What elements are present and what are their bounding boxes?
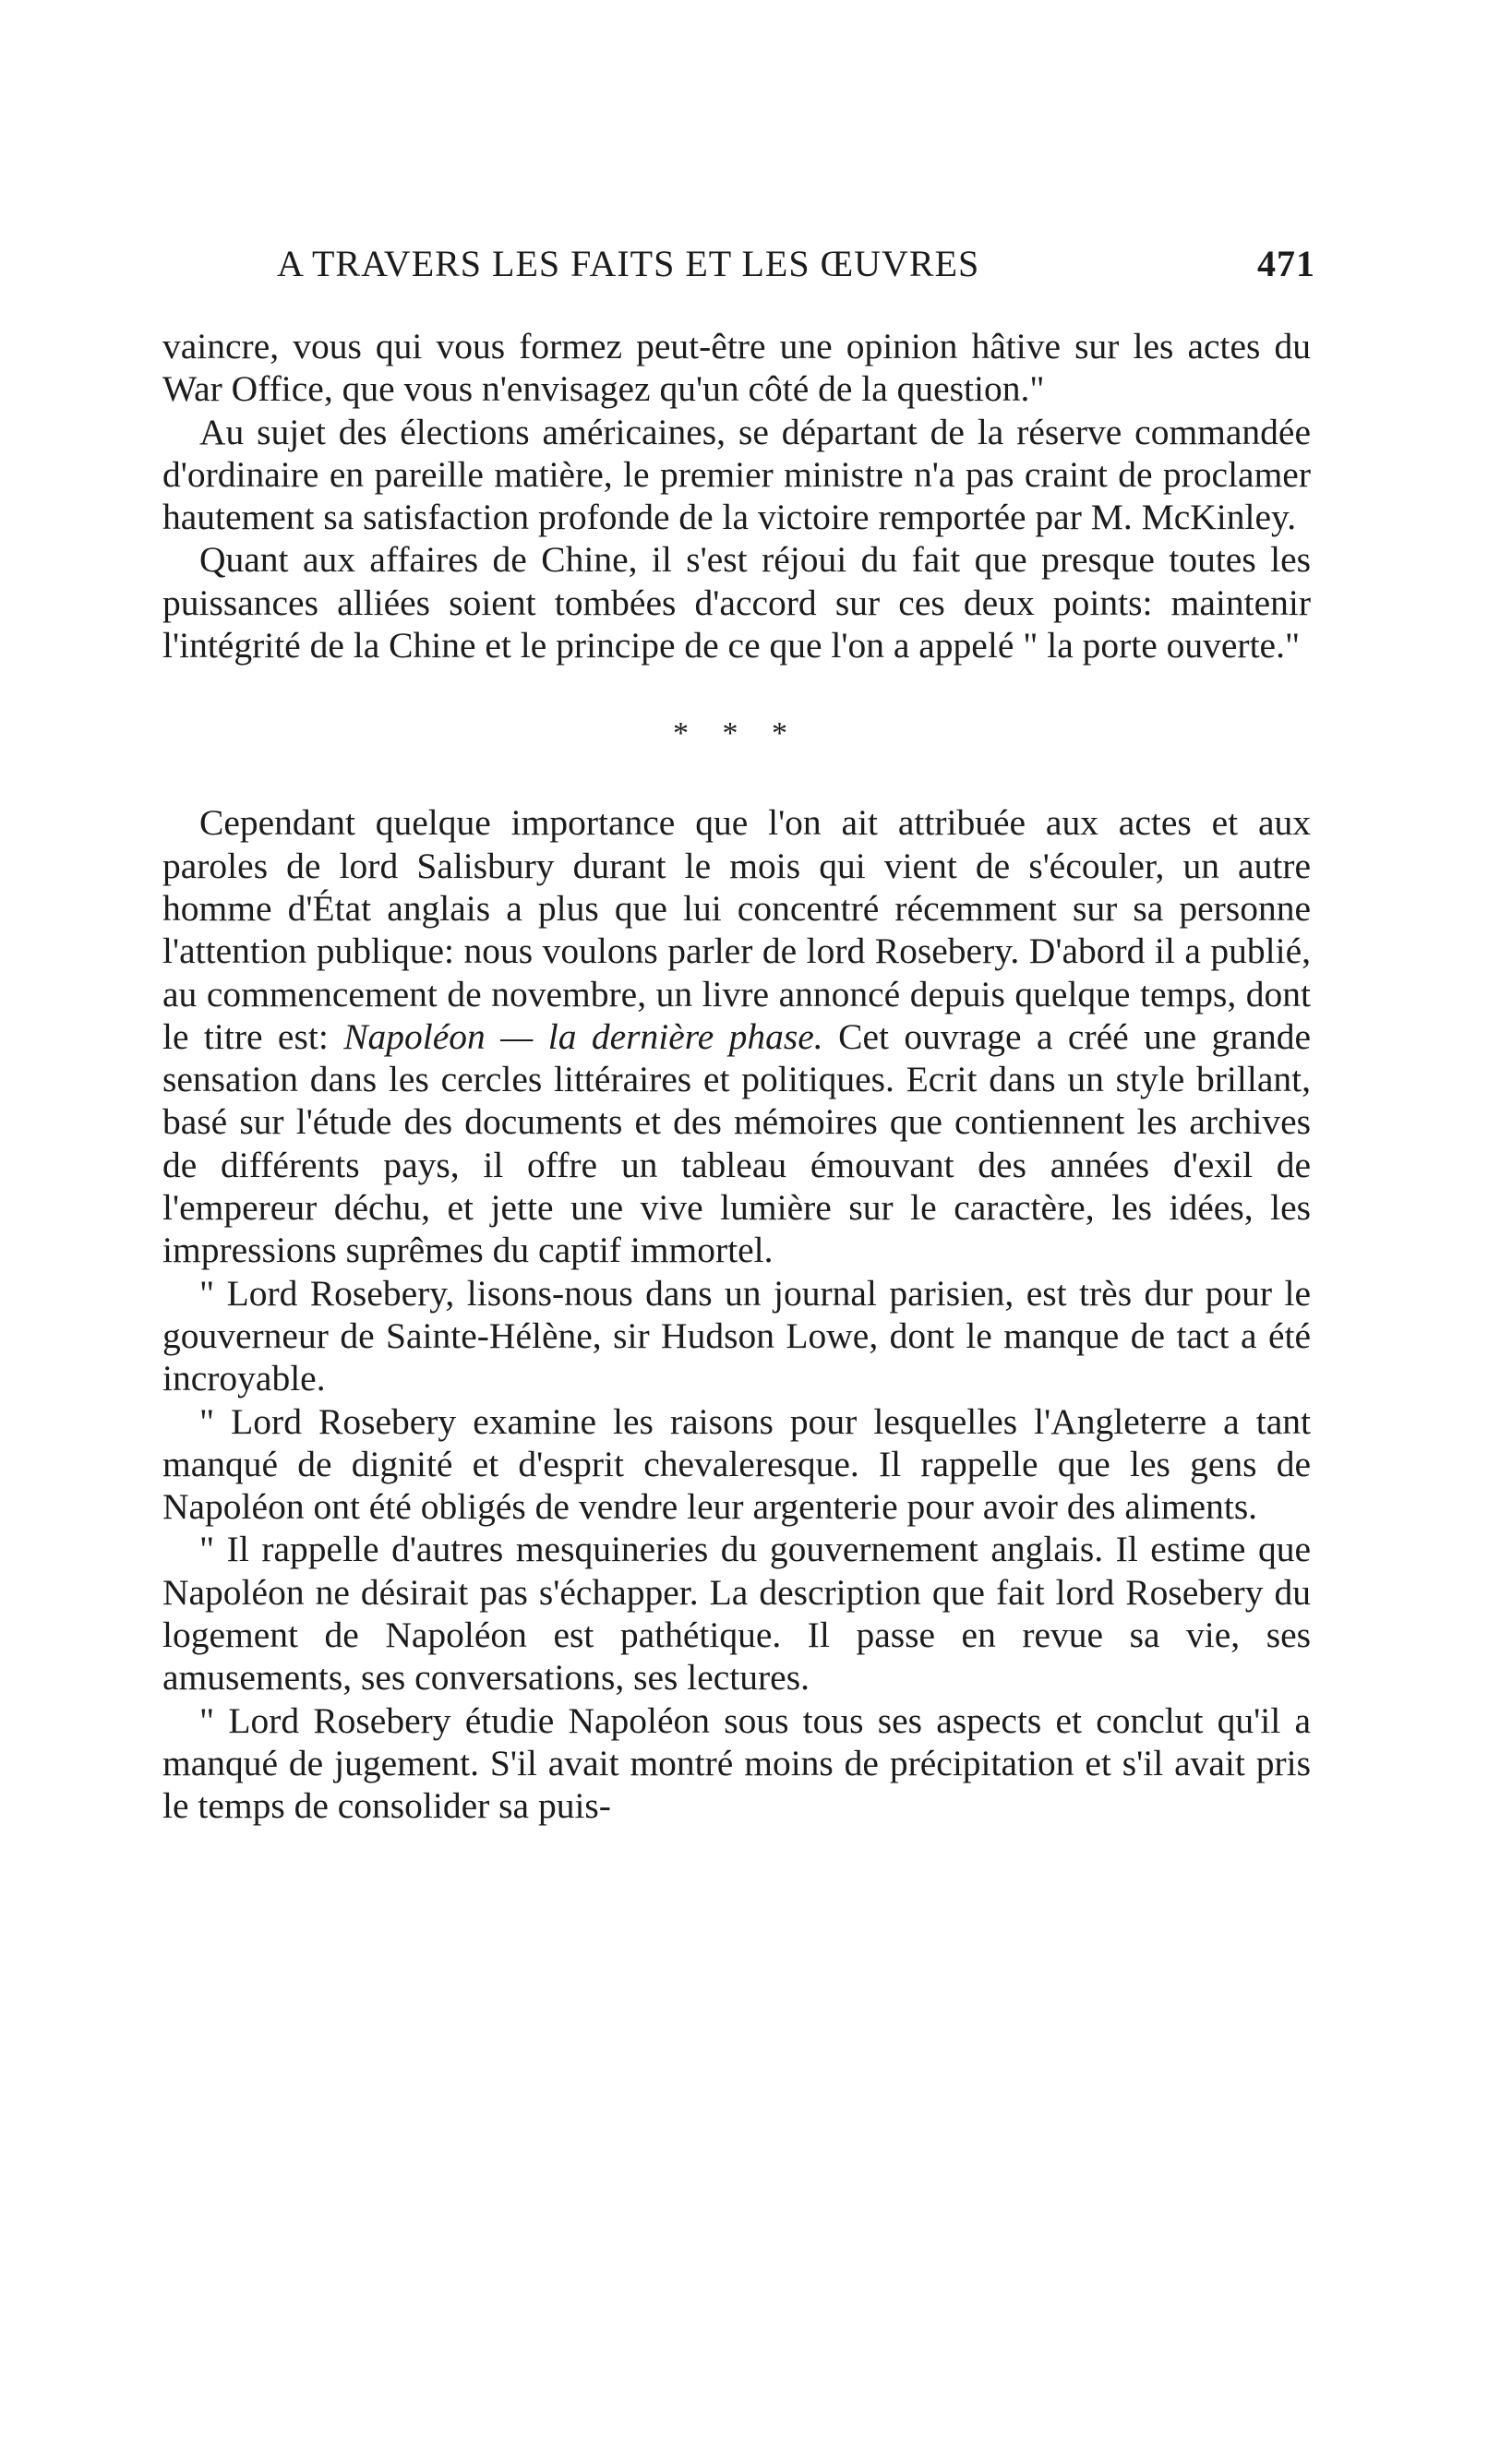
body-text xyxy=(162,325,1311,1828)
section-separator: * * * xyxy=(673,716,800,751)
paragraph-quote-mesquineries: " Il rappelle d'autres mesquineries du gouvernement anglais. Il estime que Napoléon ne désirait pas s'échapper. La description que fait lord Rosebery du logement de Napoléon est pathétique. Il passe en revue sa vie, ses amusements, ses conversations, ses lectures. xyxy=(162,1529,1311,1699)
paragraph-quote-hudson-lowe: " Lord Rosebery, lisons-nous dans un journal parisien, est très dur pour le gouverneur de Sainte-Hélène, sir Hudson Lowe, dont le manque de tact a été incroyable. xyxy=(162,1272,1311,1399)
page-number: 471 xyxy=(1257,243,1315,284)
paragraph-rosebery-part-b: Cet ouvrage a créé une grande sensation dans les cercles littéraires et politiques. Ecrit dans un style brillant, basé sur l'étude des documents et des mémoires que contiennent les archives de différents pays, il offre un tableau émouvant des années d'exil de l'empereur déchu, et jette une vive lumière sur le caractère, les idées, les impressions suprêmes du captif immortel. xyxy=(162,1015,1312,1271)
paragraph-rosebery-part-a: Cependant quelque importance que l'on ait attribuée aux actes et aux paroles de lord Salisbury durant le mois qui vient de s'écouler, un autre homme d'État anglais a plus que lui concentré récemment sur sa personne l'attention publique: nous voulons parler de lord Rosebery. D'abord il a publié, au commencement de novembre, un livre annoncé depuis quelque temps, dont le titre est: xyxy=(162,802,1311,1057)
paragraph-chine: Quant aux affaires de Chine, il s'est réjoui du fait que presque toutes les puissances alliées soient tombées d'accord sur ces deux points: maintenir l'intégrité de la Chine et le principe de ce que l'on a appelé " la porte ouverte." xyxy=(162,539,1311,666)
paragraph-rosebery xyxy=(162,801,1311,1271)
paragraph-continuation: vaincre, vous qui vous formez peut-être une opinion hâtive sur les actes du War Office, que vous n'envisagez qu'un côté de la question." xyxy=(162,326,1311,410)
paragraph-elections: Au sujet des élections américaines, se départant de la réserve commandée d'ordinaire en pareille matière, le premier ministre n'a pas craint de proclamer hautement sa satisfaction profonde de la victoire remportée par M. McKinley. xyxy=(162,411,1311,538)
book-title: Napoléon — la dernière phase. xyxy=(343,1015,823,1057)
paragraph-quote-jugement: " Lord Rosebery étudie Napoléon sous tous ses aspects et conclut qu'il a manqué de jugement. S'il avait montré moins de précipitation et s'il avait pris le temps de consolider sa puis- xyxy=(162,1699,1311,1827)
paragraph-quote-dignite: " Lord Rosebery examine les raisons pour lesquelles l'Angleterre a tant manqué de dignité et d'esprit chevaleresque. Il rappelle que les gens de Napoléon ont été obligés de vendre leur argenterie pour avoir des aliments. xyxy=(162,1400,1311,1528)
running-head-title: A TRAVERS LES FAITS ET LES ŒUVRES xyxy=(277,243,980,284)
running-head xyxy=(277,242,1315,288)
